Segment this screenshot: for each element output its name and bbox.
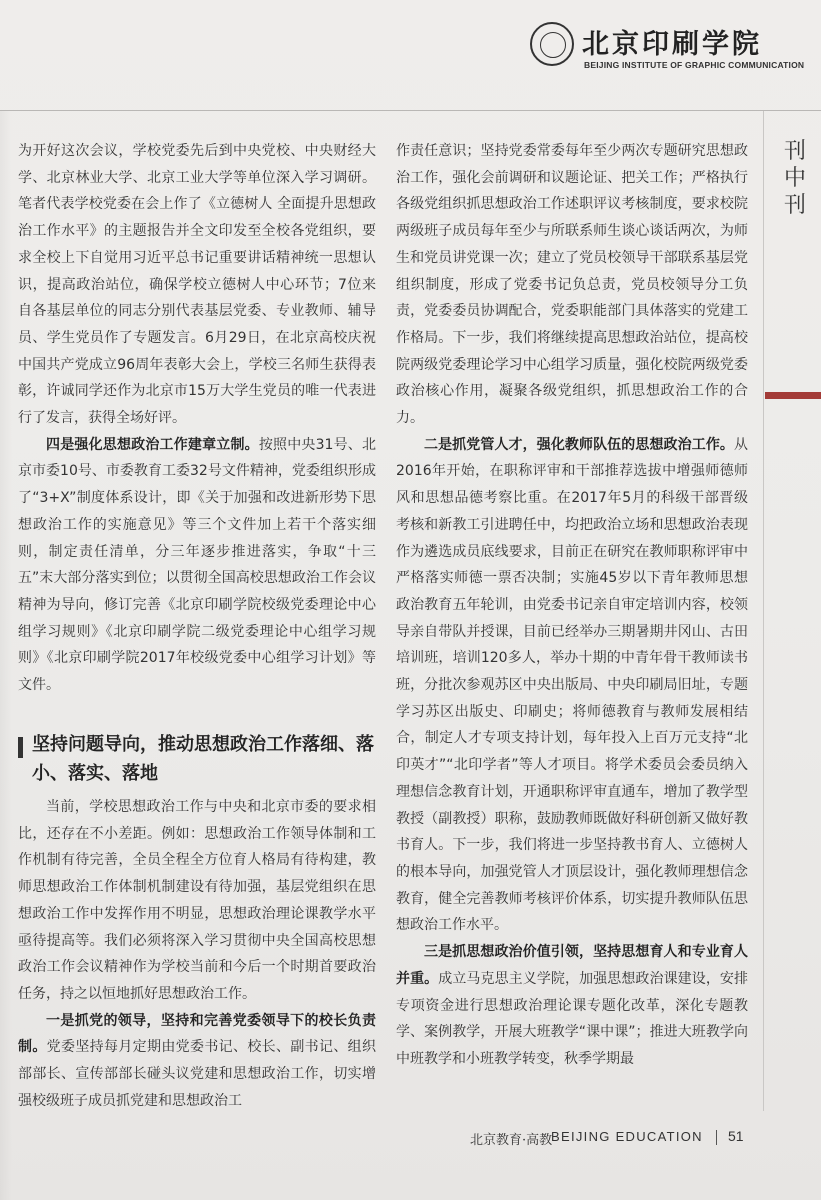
right-column [396,138,748,1073]
left-column-lower [18,794,376,1114]
school-seal-logo [530,22,574,66]
left-paragraph-4-lead: 一是抓党的领导，坚持和完善党委领导下的校长负责制。 [18,1012,376,1056]
school-name-cn: 北京印刷学院 [582,29,762,60]
right-paragraph-2 [396,432,748,939]
magazine-name-cn: 北京教育·高教 [470,1133,553,1148]
side-divider [763,111,764,1111]
school-name-en: BEIJING INSTITUTE OF GRAPHIC COMMUNICATION [584,60,805,70]
footer-separator [716,1130,717,1145]
left-paragraph-2-lead: 四是强化思想政治工作建章立制。 [46,436,259,453]
right-paragraph-3-body: 成立马克思主义学院，加强思想政治课建设，安排专项资金进行思想政治理论课专题化改革，深化专题教学、案例教学，开展大班教学“课中课”；推进大班教学向中班教学和小班教学转变，秋季学期最 [396,970,748,1067]
section-heading: 坚持问题导向，推动思想政治工作落细、落小、落实、落地 [32,734,374,784]
left-paragraph-4 [18,1008,376,1115]
right-paragraph-3-lead: 三是抓思想政治价值引领，坚持思想育人和专业育人并重。 [396,944,748,987]
side-tab-label: 刊中刊 [783,139,806,218]
page-gutter-shadow [0,111,12,1200]
left-paragraph-2 [18,432,376,699]
right-paragraph-1: 作责任意识；坚持党委常委每年至少两次专题研究思想政治工作，强化会前调研和议题论证、把关工作；严格执行各级党组织抓思想政治工作述职评议考核制度，要求校院两级班子成员每年至少与所联系师生谈心谈话两次，为师生和党员讲党课一次；建立了党员校领导干部联系基层党组织制度，形成了党委书记负总责，党员校领导分工负责，党委委员协调配合，党委职能部门具体落实的党建工作格局。下一步，我们将继续提高思想政治站位，提高校院两级党委理论学习中心组学习质量，强化校院两级党委政治核心作用，凝聚各级党组织，抓思想政治工作的合力。 [396,143,748,427]
magazine-name-en: BEIJING EDUCATION [551,1129,703,1144]
left-paragraph-2-body: 按照中央31号、北京市委10号、市委教育工委32号文件精神，党委组织形成了“3+X”制度体系设计，即《关于加强和改进新形势下思想政治工作的实施意见》等三个文件加上若干个落实细则，制定责任清单，分三年逐步推进落实，争取“十三五”末大部分落实到位；以贯彻全国高校思想政治工作会议精神为导向，修订完善《北京印刷学院校级党委理论中心组学习规则》《北京印刷学院二级党委理论中心组学习规则》《北京印刷学院2017年校级党委中心组学习计划》等文件。 [18,436,376,694]
page-header [0,0,821,112]
side-accent-bar [765,392,821,399]
left-paragraph-4-body: 党委坚持每月定期由党委书记、校长、副书记、组织部部长、宣传部部长碰头议党建和思想政治工作，切实增强校级班子成员抓党建和思想政治工 [18,1039,377,1109]
left-paragraph-3: 当前，学校思想政治工作与中央和北京市委的要求相比，还存在不小差距。例如：思想政治工作领导体制和工作机制有待完善，全员全程全方位育人格局有待构建，教师思想政治工作体制机制建设有待加强，基层党组织在思想政治工作中发挥作用不明显，思想政治理论课教学水平亟待提高等。我们必须将深入学习贯彻中央全国高校思想政治工作会议精神作为学校当前和今后一个时期首要政治任务，持之以恒地抓好思想政治工作。 [18,799,376,1002]
right-paragraph-3 [396,939,748,1073]
left-column-upper [18,138,376,699]
left-paragraph-1: 为开好这次会议，学校党委先后到中央党校、中央财经大学、北京林业大学、北京工业大学等单位深入学习调研。笔者代表学校党委在会上作了《立德树人 全面提升思想政治工作水平》的主题报告并全文印发至全校各党组织，要求全校上下自觉用习近平总书记重要讲话精神统一思想认识，提高政治站位，确保学校立德树人中心环节；7位来自各基层单位的同志分别代表基层党委、专业教师、辅导员、学生党员作了专题发言。6月29日，在北京高校庆祝中国共产党成立96周年表彰大会上，学校三名师生获得表彰，许诚同学还作为北京市15万大学生党员的唯一代表进行了发言，获得全场好评。 [18,143,376,427]
right-paragraph-2-body: 从2016年开始，在职称评审和干部推荐选拔中增强师德师风和思想品德考察比重。在2017年5月的科级干部晋级考核和新教工引进聘任中，均把政治立场和思想政治表现作为遴选成员底线要求，目前正在研究在教师职称评审中严格落实师德一票否决制；实施45岁以下青年教师思想政治教育五年轮训，由党委书记亲自审定培训内容，校领导亲自带队并授课，目前已经举办三期暑期井冈山、古田培训班，培训120多人，举办十期的中青年骨干教师读书班，分批次参观苏区中央出版局、中央印刷局旧址，专题学习苏区出版史、印刷史；将师德教育与教师发展相结合，制定人才专项支持计划，每年投入上百万元支持“北印英才”“北印学者”等人才项目。将学术委员会委员纳入理想信念教育计划，开通职称评审直通车，增加了教学型教授（副教授）职称，鼓励教师既做好科研创新又做好教书育人。下一步，我们将进一步坚持教书育人、立德树人的根本导向，加强党管人才顶层设计，强化教师理想信念教育，健全完善教师考核评价体系，切实提升教师队伍思想政治工作水平。 [396,436,748,934]
section-marker [18,737,23,758]
right-paragraph-2-lead: 二是抓党管人才，强化教师队伍的思想政治工作。 [424,436,734,453]
header-divider [0,110,821,111]
page-number: 51 [728,1128,744,1144]
